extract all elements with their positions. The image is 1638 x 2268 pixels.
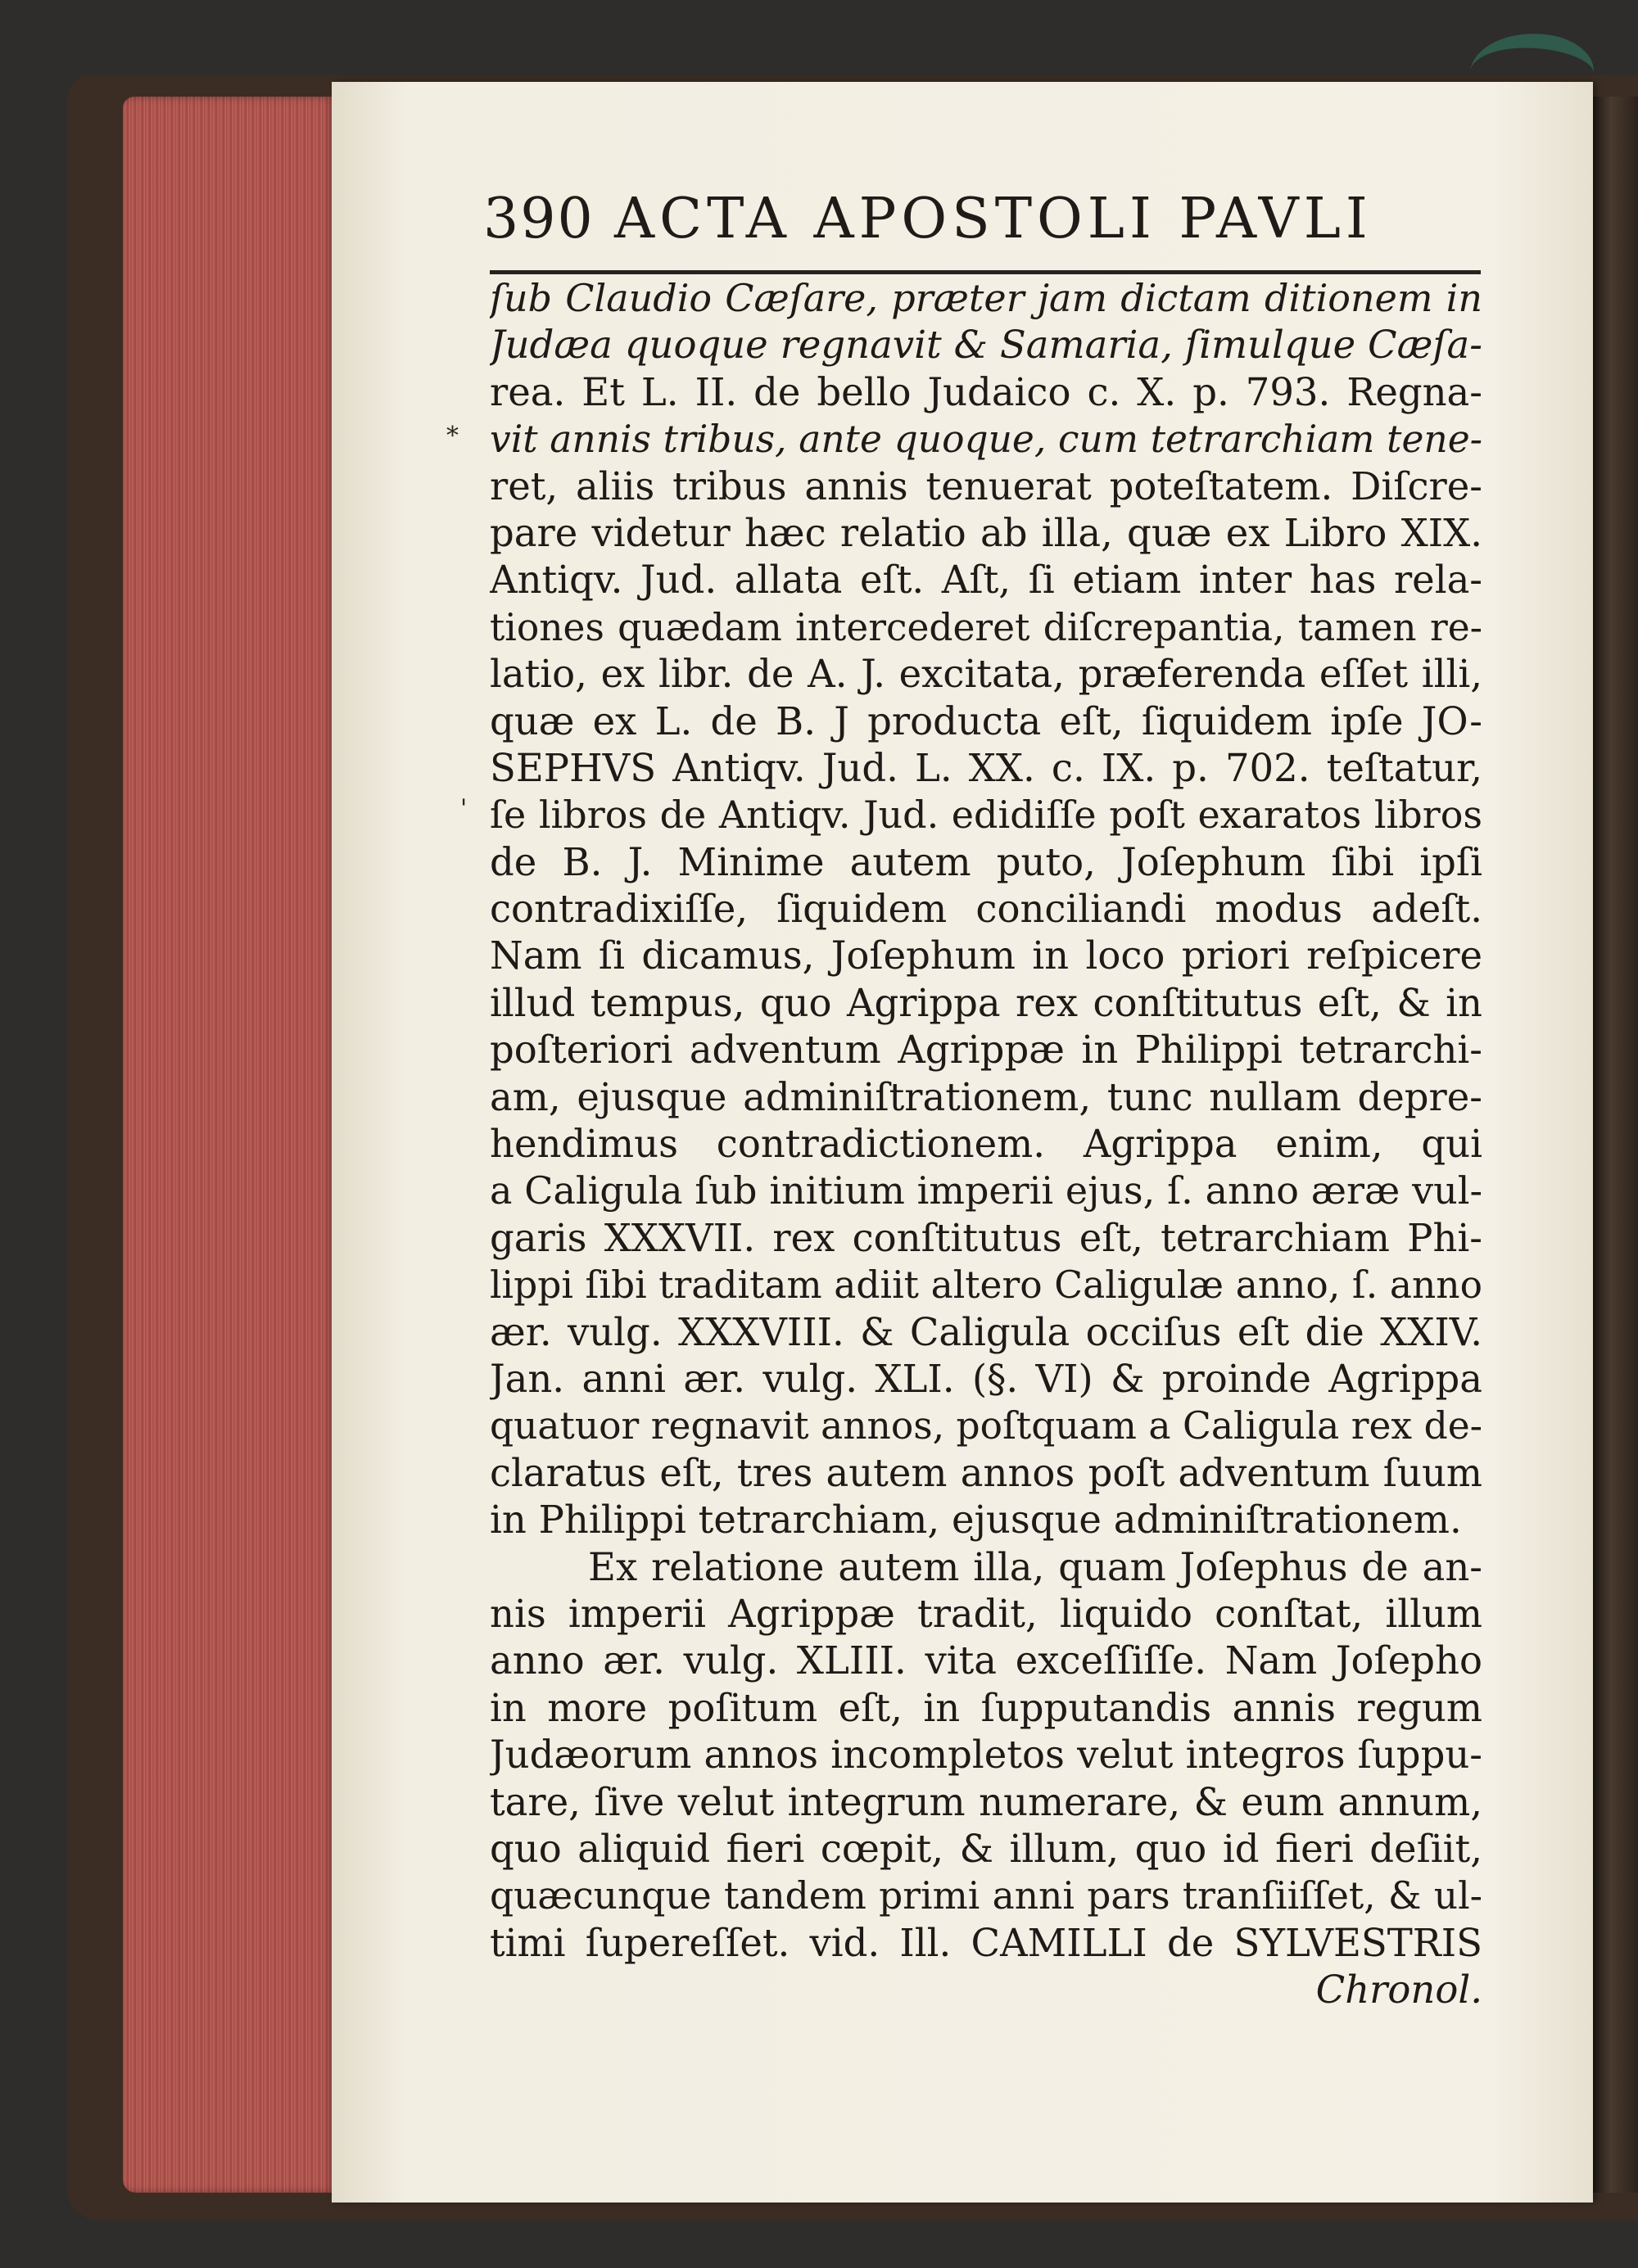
book-spine-edge [1593,97,1638,2193]
text-line: lippi ſibi traditam adiit altero Caligulæ anno, ſ. anno [490,1263,1482,1308]
text-line: quæcunque tandem primi anni pars tranſiiſſet, & ul- [490,1874,1482,1918]
margin-mark: ' [460,794,468,823]
text-line: Jan. anni ær. vulg. XLI. (§. VI) & proinde Agrippa [490,1356,1482,1401]
text-line: in Philippi tetrarchiam, ejusque adminiſtrationem. [490,1498,1462,1543]
text-line: hendimus contradictionem. Agrippa enim, qui [490,1122,1482,1167]
text-line: de B. J. Minime autem puto, Joſephum ſibi ipſi [490,839,1482,884]
text-line: Judæa quoque regnavit & Samaria, ſimulque Cæſa- [490,323,1482,368]
text-line: timi ſupereſſet. vid. Ill. CAMILLI de SYLVESTRIS [490,1920,1482,1965]
text-line: contradixiſſe, ſiquidem conciliandi modus adeſt. [490,887,1482,932]
text-line: in more poſitum eſt, in ſupputandis annis regum [490,1685,1482,1730]
text-line: claratus eſt, tres autem annos poſt adventum ſuum [490,1450,1482,1495]
text-line: ær. vulg. XXXVIII. & Caligula occiſus eſt die XXIV. [490,1309,1482,1354]
page-title: ACTA APOSTOLI PAVLI [614,187,1373,251]
text-line: tiones quædam intercederet diſcrepantia, tamen re- [490,605,1482,649]
margin-mark: * [446,422,459,450]
text-line: ſub Claudio Cæſare, præter jam dictam ditionem in [490,276,1482,320]
text-line: quo aliquid fieri cœpit, & illum, quo id fieri deſiit, [490,1826,1482,1871]
catchword: Chronol. [1315,1968,1482,2013]
text-line: Antiqv. Jud. allata eſt. Aſt, ſi etiam inter has rela- [490,558,1482,603]
text-line: latio, ex libr. de A. J. excitata, præferenda eſſet illi, [490,652,1482,697]
text-line: illud tempus, quo Agrippa rex conſtitutus eſt, & in [490,980,1482,1025]
text-line: Judæorum annos incompletos velut integros ſuppu- [490,1733,1482,1778]
text-line: a Caligula ſub initium imperii ejus, ſ. anno æræ vul- [490,1168,1482,1213]
text-line: poſteriori adventum Agrippæ in Philippi tetrarchi- [490,1028,1482,1073]
text-line: SEPHVS Antiqv. Jud. L. XX. c. IX. p. 702. teſtatur, [490,745,1482,790]
page-number: 390 [483,187,595,251]
text-line: ret, aliis tribus annis tenuerat poteſtatem. Diſcre- [490,463,1482,508]
text-line: quæ ex L. de B. J producta eſt, ſiquidem ipſe JO- [490,698,1482,743]
text-line: anno ær. vulg. XLIII. vita exceſſiſſe. Nam Joſepho [490,1638,1482,1683]
text-line: vit annis tribus, ante quoque, cum tetrarchiam tene- [490,418,1482,462]
text-line: rea. Et L. II. de bello Judaico c. X. p. 793. Regna- [490,369,1482,414]
page-block-edge [123,97,336,2193]
text-line: quatuor regnavit annos, poſtquam a Caligula rex de- [490,1404,1482,1448]
text-line: Ex relatione autem illa, quam Joſephus de an- [588,1544,1482,1589]
text-line: ſe libros de Antiqv. Jud. edidiſſe poſt exaratos libros [490,793,1482,838]
text-line: pare videtur hæc relatio ab illa, quæ ex Libro XIX. [490,510,1482,555]
header-rule [490,270,1481,274]
body-text [490,275,1482,2019]
running-head [483,187,1481,260]
text-line: nis imperii Agrippæ tradit, liquido conſtat, illum [490,1591,1482,1636]
text-line: am, ejusque adminiſtrationem, tunc nullam depre- [490,1074,1482,1119]
text-line: tare, ſive velut integrum numerare, & eum annum, [490,1779,1482,1824]
text-line: Nam ſi dicamus, Joſephum in loco priori reſpicere [490,933,1482,978]
text-line: garis XXXVII. rex conſtitutus eſt, tetrarchiam Phi- [490,1215,1482,1260]
